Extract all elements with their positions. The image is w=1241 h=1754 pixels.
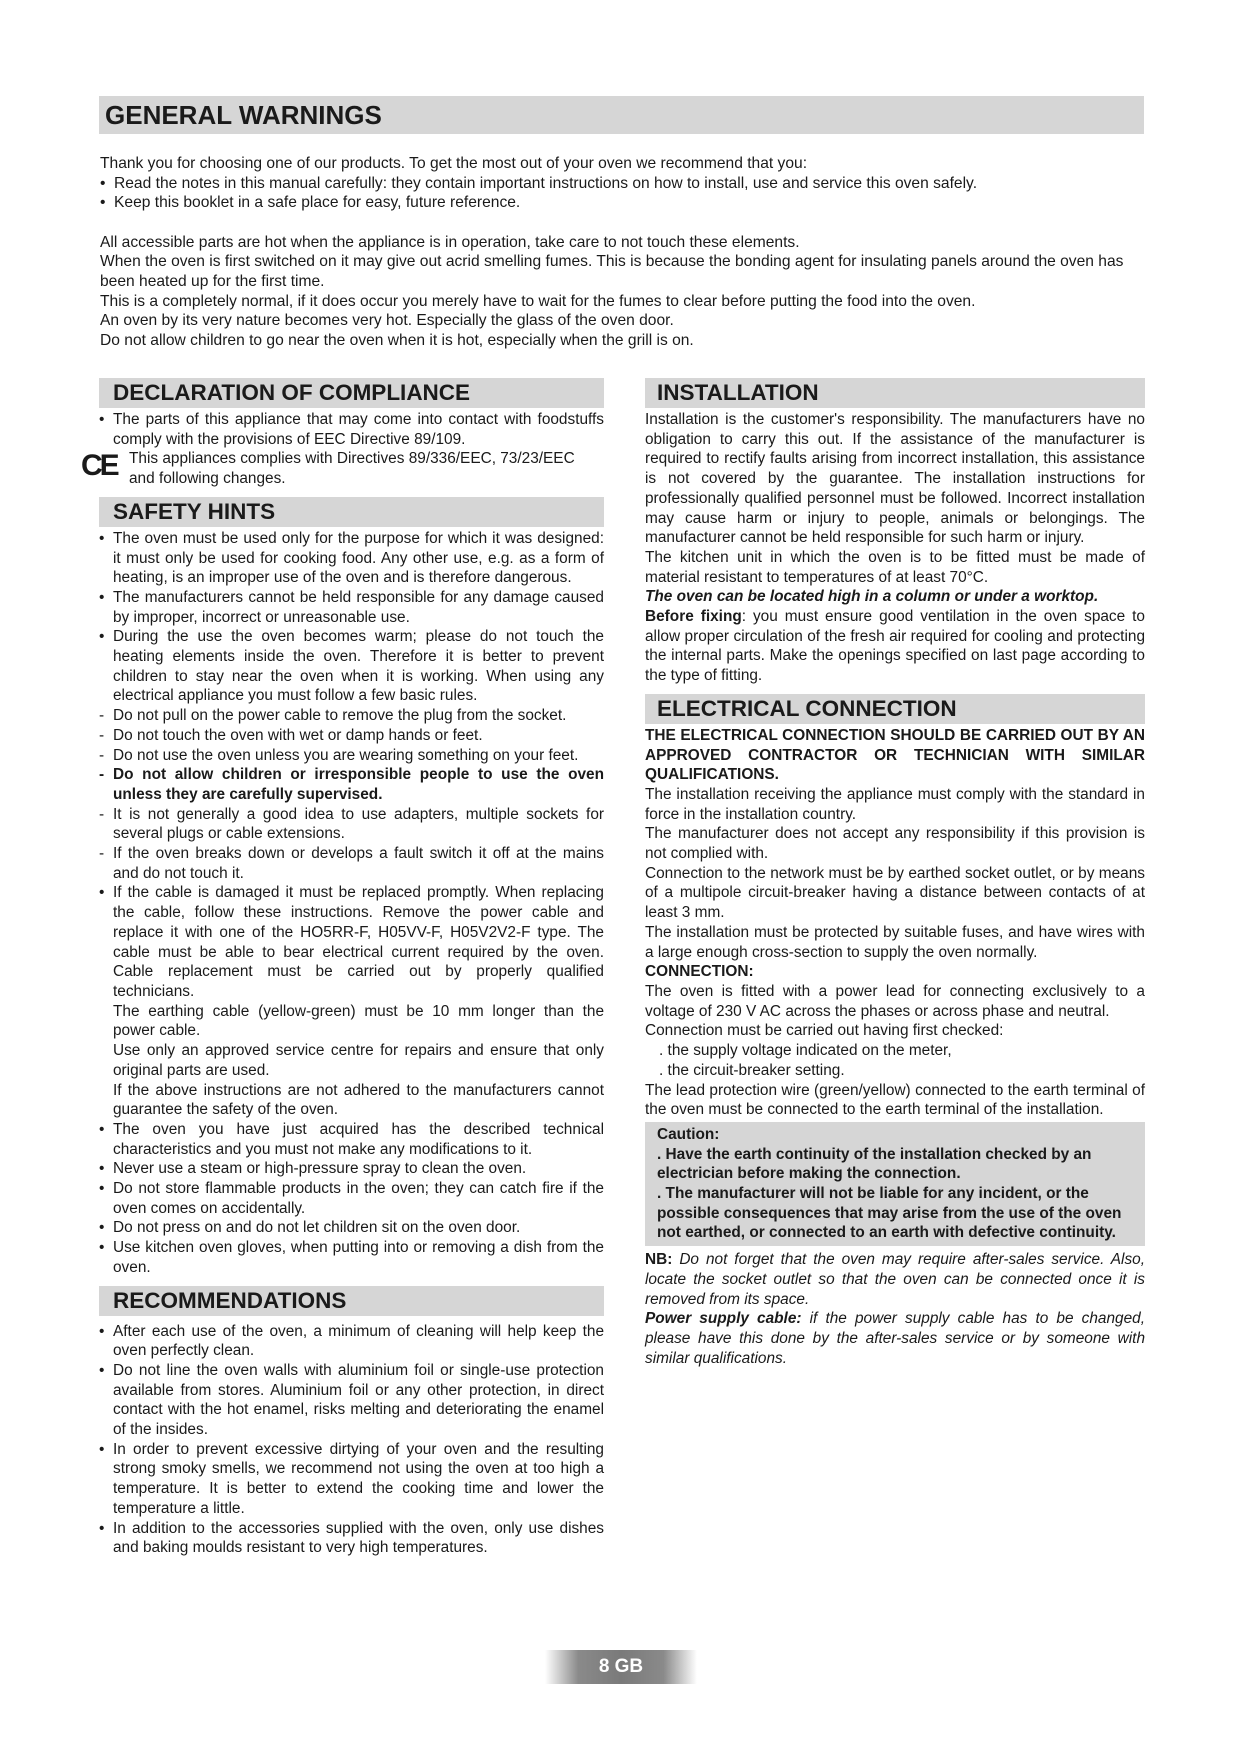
ce-text: This appliances complies with Directives 89/336/EEC, 73/23/EEC and following changes. [129,450,575,488]
safety-sub-note: If the above instructions are not adhered to the manufacturers cannot guarantee the safety of the oven. [113,1081,604,1119]
caution-item: . The manufacturer will not be liable for any incident, or the possible consequences that may arise from the use of the oven not earthed, or connected to an earth with defective continuity. [657,1185,1122,1242]
electrical-paragraph: Connection must be carried out having first checked: [645,1022,1004,1040]
ce-mark-icon: CE [81,449,117,483]
nb-text: Do not forget that the oven may require after-sales service. Also, locate the socket outlet so that the oven can be connected once it is removed from its space. [645,1251,1145,1308]
connection-label: CONNECTION: [645,963,754,981]
safety-rule: - Do not use the oven unless you are wearing something on your feet. [99,746,604,766]
safety-rule-children: - Do not allow children or irresponsible people to use the oven unless they are carefully supervised. [99,765,604,804]
caution-title: Caution: [657,1125,720,1143]
safety-rule: - If the oven breaks down or develops a fault switch it off at the mains and do not touch it. [99,844,604,883]
electrical-paragraph: The installation must be protected by suitable fuses, and have wires with a large enough cross-section to supply the oven normally. [645,923,1145,961]
ce-statement [81,449,604,488]
safety-sub-note: Use only an approved service centre for repairs and ensure that only original parts are used. [113,1042,604,1079]
safety-bullet: • Use kitchen oven gloves, when putting into or removing a dish from the oven. [99,1238,604,1277]
electrical-paragraph: Connection to the network must be by earthed socket outlet, or by means of a multipole circuit-breaker having a distance between contacts of at least 3 mm. [645,864,1145,922]
recommendation-bullet: • In order to prevent excessive dirtying of your oven and the resulting strong smoky smells, we recommend not using the oven at too high a temperature. It is better to extend the cooking time and lower the temperature a little. [99,1440,604,1519]
safety-bullet: • Do not store flammable products in the oven; they can catch fire if the oven comes on accidentally. [99,1179,604,1218]
recommendation-bullet: • Do not line the oven walls with aluminium foil or single-use protection available from stores. Aluminium foil or any other protection, in direct contact with the hot enamel, risks melting and deteriorating the enamel of the insides. [99,1361,604,1440]
safety-bullet: • Do not press on and do not let children sit on the oven door. [99,1218,604,1238]
safety-bullet: • During the use the oven becomes warm; please do not touch the heating elements inside the oven. Therefore it is better to prevent children to stay near the oven when it is working. When using any electrical appliance you must follow a few basic rules. [99,627,604,706]
electrical-paragraph: The manufacturer does not accept any responsibility if this provision is not complied with. [645,825,1145,863]
general-warnings-body [100,154,1145,350]
electrical-connection-heading: ELECTRICAL CONNECTION [645,694,1145,724]
safety-bullet: • The oven must be used only for the purpose for which it was designed: it must only be used for cooking food. Any other use, e.g. as a form of heating, is an improper use of the oven and is therefore dangerous. [99,529,604,588]
nb-paragraph [645,1250,1145,1309]
warning-paragraph: All accessible parts are hot when the appliance is in operation, take care to not touch these elements. [100,233,800,251]
electrical-paragraph: The oven is fitted with a power lead for connecting exclusively to a voltage of 230 V AC across the phases or across phase and neutral. [645,982,1145,1020]
before-fixing-text: : you must ensure good ventilation in the oven space to allow proper circulation of the fresh air required for cooling and protecting the internal parts. Make the openings specified on last page according to the type of fitting. [645,608,1145,685]
warning-paragraph: This is a completely normal, if it does occur you merely have to wait for the fumes to clear before putting the food into the oven. [100,292,976,310]
safety-bullet: • The manufacturers cannot be held responsible for any damage caused by improper, incorrect or unreasonable use. [99,588,604,627]
before-fixing-paragraph [645,607,1145,686]
recommendation-bullet: • In addition to the accessories supplied with the oven, only use dishes and baking moulds resistant to very high temperatures. [99,1519,604,1558]
installation-location-note: The oven can be located high in a column or under a worktop. [645,588,1099,606]
check-item: . the supply voltage indicated on the meter, [659,1042,952,1060]
recommendation-bullet: • After each use of the oven, a minimum of cleaning will help keep the oven perfectly clean. [99,1322,604,1361]
recommendations-heading: RECOMMENDATIONS [99,1286,604,1316]
safety-rule: - It is not generally a good idea to use adapters, multiple sockets for several plugs or cable extensions. [99,805,604,844]
safety-bullet: • If the cable is damaged it must be replaced promptly. When replacing the cable, follow these instructions. Remove the power cable and replace it with one of the HO5RR-F, H05VV-F, H05V2V2-F type. The cable must be able to bear electrical current required by the oven. Cable replacement must be carried out by properly qualified technicians. [99,883,604,1001]
safety-hints-heading: SAFETY HINTS [99,497,604,527]
power-supply-cable-label: Power supply cable: [645,1310,802,1328]
caution-box [645,1122,1145,1246]
installation-paragraph: Installation is the customer's responsibility. The manufacturers have no obligation to carry this out. If the assistance of the manufacturer is required to rectify faults arising from incorrect installation, this assistance is not covered by the guarantee. The installation instructions for professionally qualified personnel must be followed. Incorrect installation may cause harm or injury to people, animals or belongings. The manufacturer cannot be held responsible for such harm or injury. [645,411,1145,547]
before-fixing-label: Before fixing [645,608,742,626]
safety-bullet: • Never use a steam or high-pressure spray to clean the oven. [99,1159,604,1179]
electrical-paragraph: The lead protection wire (green/yellow) connected to the earth terminal of the oven must be connected to the earth terminal of the installation. [645,1081,1145,1119]
intro-bullet: • Read the notes in this manual carefully: they contain important instructions on how to install, use and service this oven safely. [100,174,1145,194]
safety-sub-note: The earthing cable (yellow-green) must be 10 mm longer than the power cable. [113,1002,604,1040]
warning-paragraph: Do not allow children to go near the oven when it is hot, especially when the grill is on. [100,331,694,349]
electrical-warning: THE ELECTRICAL CONNECTION SHOULD BE CARRIED OUT BY AN APPROVED CONTRACTOR OR TECHNICIAN WITH SIMILAR QUALIFICATIONS. [645,726,1145,784]
installation-paragraph: The kitchen unit in which the oven is to be fitted must be made of material resistant to temperatures of at least 70°C. [645,548,1145,586]
warning-paragraph: An oven by its very nature becomes very hot. Especially the glass of the oven door. [100,312,674,330]
safety-rule: - Do not touch the oven with wet or damp hands or feet. [99,726,604,746]
power-supply-cable-paragraph [645,1309,1145,1368]
warning-paragraph: When the oven is first switched on it may give out acrid smelling fumes. This is because the bonding agent for insulating panels around the oven has been heated up for the first time. [100,253,1124,290]
intro-text: Thank you for choosing one of our products. To get the most out of your oven we recommend that you: [100,155,808,172]
power-supply-cable-text: if the power supply cable has to be changed, please have this done by the after-sales service or by someone with similar qualifications. [645,1310,1145,1367]
declaration-heading: DECLARATION OF COMPLIANCE [99,378,604,408]
declaration-bullet: • The parts of this appliance that may come into contact with foodstuffs comply with the provisions of EEC Directive 89/109. [99,410,604,449]
general-warnings-heading: GENERAL WARNINGS [99,96,1144,134]
page-number: 8 GB [545,1650,697,1684]
installation-heading: INSTALLATION [645,378,1145,408]
electrical-paragraph: The installation receiving the appliance must comply with the standard in force in the installation country. [645,785,1145,823]
right-column [645,378,1145,1368]
nb-label: NB: [645,1251,673,1269]
left-column [81,378,604,1558]
check-item: . the circuit-breaker setting. [659,1061,845,1079]
intro-bullet: • Keep this booklet in a safe place for easy, future reference. [100,193,1145,213]
caution-item: . Have the earth continuity of the installation checked by an electrician before making the connection. [657,1145,1092,1183]
safety-bullet: • The oven you have just acquired has the described technical characteristics and you must not make any modifications to it. [99,1120,604,1159]
safety-rule: - Do not pull on the power cable to remove the plug from the socket. [99,706,604,726]
